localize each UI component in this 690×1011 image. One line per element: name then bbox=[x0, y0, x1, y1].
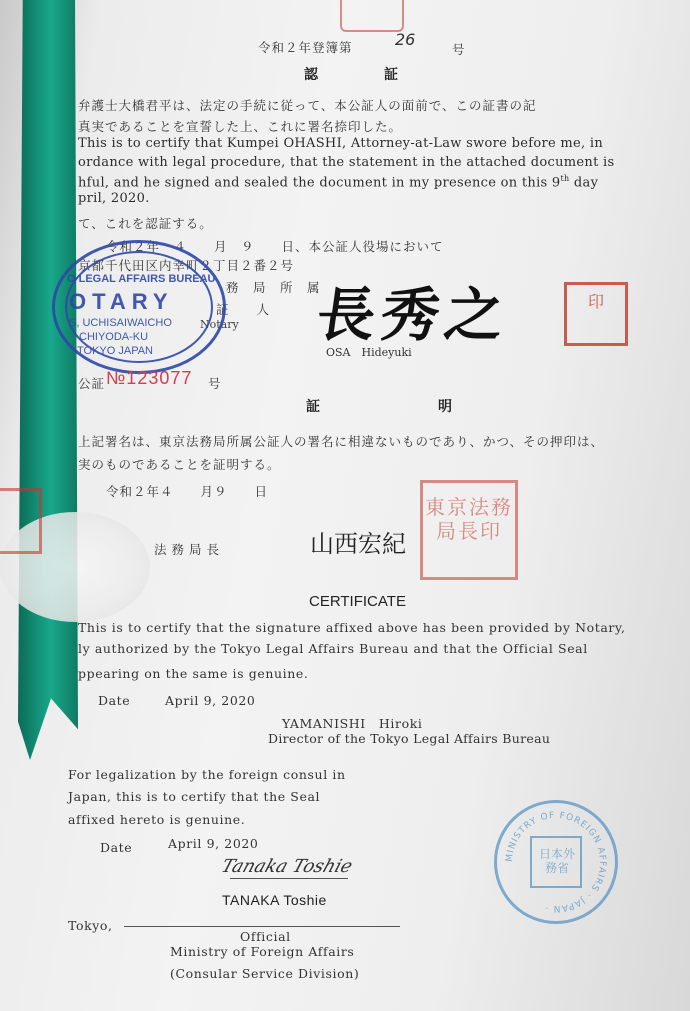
seal-line-1: O LEGAL AFFAIRS BUREAU bbox=[67, 273, 216, 285]
notary-en-line-2: ordance with legal procedure, that the statement in the attached document is bbox=[78, 155, 615, 170]
certification-title: 認 証 bbox=[304, 67, 424, 83]
certificate-signer-title: Director of the Tokyo Legal Affairs Bureau bbox=[268, 731, 551, 746]
bureau-director-title: 法務局長 bbox=[154, 542, 225, 557]
certificate-date-label: Date bbox=[98, 693, 131, 708]
certificate-date: April 9, 2020 bbox=[165, 693, 256, 708]
bureau-cert-date: 令和２年４ 月９ 日 bbox=[106, 484, 269, 499]
registration-suffix: 号 bbox=[452, 42, 466, 57]
notary-red-seal bbox=[564, 282, 628, 346]
notary-jp-line-5: て、これを認証する。 bbox=[78, 216, 213, 231]
seal-line-3: S, UCHISAIWAICHO bbox=[69, 317, 172, 329]
legalization-place: Tokyo, bbox=[68, 918, 113, 933]
signature-underline bbox=[230, 878, 348, 879]
certificate-signer: YAMANISHI Hiroki bbox=[282, 716, 423, 731]
seal-line-4: CHIYODA-KU bbox=[79, 331, 149, 343]
mofa-seal-ring-text: MINISTRY OF FOREIGN AFFAIRS · JAPAN · bbox=[504, 810, 608, 914]
registration-prefix: 令和２年登簿第 bbox=[258, 40, 353, 55]
notary-jp-line-2: 真実であることを宣誓した上、これに署名捺印した。 bbox=[78, 119, 403, 134]
notary-address: 京都千代田区内幸町２丁目２番２号 bbox=[78, 258, 295, 273]
notary-date-line: 令和２年 ４ 月 ９ 日、本公証人役場において bbox=[106, 239, 444, 254]
legalization-ministry: Ministry of Foreign Affairs bbox=[170, 944, 355, 959]
legalization-line-2: Japan, this is to certify that the Seal bbox=[68, 789, 321, 804]
mofa-seal-center: 日本外務省 bbox=[538, 847, 575, 875]
bureau-jp-line-1: 上記署名は、東京法務局所属公証人の署名に相違ないものであり、かつ、その押印は、 bbox=[78, 434, 605, 449]
notary-jp-line-1: 弁護士大橋君平は、法定の手続に従って、本公証人の面前で、この証書の記 bbox=[78, 98, 537, 113]
bureau-jp-line-2: 実のものであることを証明する。 bbox=[78, 457, 281, 472]
top-red-stamp bbox=[340, 0, 404, 32]
certificate-line-1: This is to certify that the signature affixed above has been provided by Notary, bbox=[78, 620, 626, 635]
notary-label: 証 人 bbox=[216, 302, 271, 317]
notary-blue-seal bbox=[52, 240, 226, 374]
notary-red-seal-mark: 印 bbox=[587, 292, 604, 311]
left-red-seal-partial bbox=[0, 488, 42, 554]
seal-line-2: OTARY bbox=[69, 289, 174, 314]
cert-number-suffix: 号 bbox=[208, 376, 222, 391]
registration-number: 26 bbox=[395, 30, 416, 49]
place-underline bbox=[124, 926, 400, 927]
cert-number-label: 公証 bbox=[78, 376, 106, 391]
certificate-line-2: ly authorized by the Tokyo Legal Affairs Bureau and that the Official Seal bbox=[78, 641, 588, 656]
legalization-date: April 9, 2020 bbox=[168, 836, 259, 851]
notary-en-line-3: hful, and he signed and sealed the document in my presence on this 9th day bbox=[78, 174, 599, 191]
mofa-seal bbox=[494, 800, 618, 924]
notary-bureau: 務 局 所 属 bbox=[226, 280, 321, 295]
bureau-red-seal bbox=[420, 480, 518, 580]
legalization-official: Official bbox=[240, 929, 291, 944]
bureau-red-seal-text: 東京法務局長印 bbox=[425, 495, 513, 543]
legalization-signature: Tanaka Toshie bbox=[218, 856, 356, 877]
legalization-division: (Consular Service Division) bbox=[170, 966, 360, 981]
seal-line-5: TOKYO JAPAN bbox=[77, 345, 154, 357]
notary-name: OSA Hideyuki bbox=[326, 346, 412, 359]
notary-en-line-4: pril, 2020. bbox=[78, 191, 150, 206]
certificate-line-3: ppearing on the same is genuine. bbox=[78, 666, 309, 681]
bureau-cert-title: 証 明 bbox=[306, 399, 482, 415]
legalization-line-1: For legalization by the foreign consul in bbox=[68, 767, 346, 782]
green-ribbon bbox=[18, 0, 78, 760]
legalization-date-label: Date bbox=[100, 840, 133, 855]
certificate-title: CERTIFICATE bbox=[309, 593, 406, 610]
bureau-director-name: 山西宏紀 bbox=[310, 530, 406, 558]
notary-signature: 長秀之 bbox=[312, 281, 515, 349]
notary-en-label: Notary bbox=[200, 318, 239, 331]
notary-en-line-1: This is to certify that Kumpei OHASHI, Attorney-at-Law swore before me, in bbox=[78, 136, 604, 151]
legalization-line-3: affixed hereto is genuine. bbox=[68, 812, 246, 827]
legalization-name: TANAKA Toshie bbox=[222, 892, 327, 908]
cert-number: №123077 bbox=[106, 368, 193, 388]
